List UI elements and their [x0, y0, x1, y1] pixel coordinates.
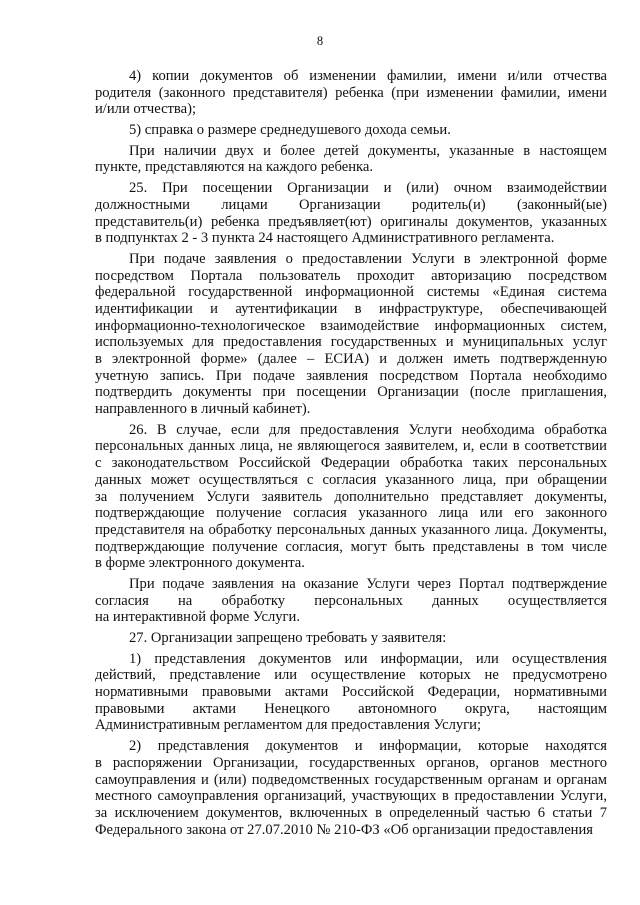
paragraph — [95, 68, 607, 118]
paragraph-line: 5) справка о размере среднедушевого дохода семьи. — [129, 122, 451, 139]
paragraph — [95, 630, 607, 647]
document-body — [95, 68, 607, 838]
paragraph-line: Административным регламентом для предоставления Услуги; — [95, 717, 482, 734]
paragraph-line: в подпунктах 2 - 3 пункта 24 настоящего Административного регламента. — [95, 230, 555, 247]
paragraph-line: и/или отчества); — [95, 101, 197, 118]
paragraph-line: согласия на обработку персональных данных осуществляется — [95, 592, 607, 609]
paragraph — [95, 738, 607, 838]
page-number: 8 — [316, 34, 324, 48]
paragraph-line: посредством Портала пользователь проходит авторизацию посредством — [95, 267, 607, 284]
paragraph-line: пункте, представляются на каждого ребенка. — [95, 159, 374, 176]
paragraph-line: подтверждающие получение согласия, могут быть представлены в том числе — [95, 538, 607, 555]
paragraph-line: местного самоуправления организаций, участвующих в предоставлении Услуги, — [95, 788, 607, 805]
paragraph-line: 26. В случае, если для предоставления Услуги необходима обработка — [129, 421, 607, 438]
paragraph-line: нормативными правовыми актами Российской Федерации, нормативными — [95, 684, 607, 701]
paragraph — [95, 251, 607, 418]
paragraph-line: самоуправления и (или) подведомственных государственным органам и органам — [95, 771, 607, 788]
paragraph-line: в электронной форме» (далее – ЕСИА) и должен иметь подтвержденную — [95, 351, 607, 367]
paragraph-line: 1) представления документов или информации, или осуществления — [129, 650, 607, 667]
paragraph-line: 27. Организации запрещено требовать у заявителя: — [129, 630, 447, 646]
paragraph-line: При подаче заявления о предоставлении Услуги в электронной форме — [129, 250, 607, 267]
paragraph — [95, 143, 607, 176]
paragraph-line: за получением Услуги заявитель дополнительно представляет документы, — [95, 488, 607, 505]
paragraph-line: действий, представление или осуществление которых не предусмотрено — [95, 667, 607, 684]
paragraph — [95, 122, 607, 139]
paragraph-line: идентификации и аутентификации в инфраструктуре, обеспечивающей — [95, 300, 607, 317]
paragraph — [95, 576, 607, 626]
paragraph-line: информационно-технологическое взаимодействие информационных систем, — [95, 317, 607, 334]
paragraph-line: должностными лицами Организации родитель(и) (законный(ые) — [95, 196, 607, 213]
paragraph-line: с законодательством Российской Федерации обработка таких персональных — [95, 455, 607, 472]
paragraph-line: 25. При посещении Организации и (или) очном взаимодействии — [129, 180, 607, 197]
paragraph-line: представитель(и) ребенка предъявляет(ют) оригиналы документов, указанных — [95, 213, 607, 230]
paragraph-line: представителя на обработку персональных данных указанного лица. Документы, — [95, 521, 607, 538]
paragraph-line: 4) копии документов об изменении фамилии, имени и/или отчества — [129, 68, 607, 84]
paragraph-line: федеральной государственной информационной системы «Единая система — [95, 284, 607, 301]
paragraph — [95, 180, 607, 247]
paragraph-line: При подаче заявления на оказание Услуги через Портал подтверждение — [129, 575, 607, 592]
paragraph-line: направленного в личный кабинет). — [95, 401, 311, 418]
paragraph — [95, 651, 607, 734]
paragraph-line: в форме электронного документа. — [95, 555, 305, 572]
paragraph-line: на интерактивной форме Услуги. — [95, 609, 300, 626]
paragraph-line: Федерального закона от 27.07.2010 № 210-ФЗ «Об организации предоставления — [95, 821, 594, 838]
paragraph-line: подтверждающие получение согласия указанного лица или его законного — [95, 505, 607, 522]
paragraph-line: правовыми актами Ненецкого автономного округа, настоящим — [95, 700, 607, 717]
paragraph-line: При наличии двух и более детей документы, указанные в настоящем — [129, 142, 607, 159]
paragraph — [95, 422, 607, 572]
paragraph-line: родителя (законного представителя) ребенка (при изменении фамилии, имени — [95, 84, 607, 101]
paragraph-line: в распоряжении Организации, государственных органов, органов местного — [95, 754, 607, 771]
paragraph-line: 2) представления документов и информации, которые находятся — [129, 738, 607, 755]
paragraph-line: подтвердить документы при посещении Организации (после приглашения, — [95, 384, 607, 401]
paragraph-line: используемых для предоставления государственных и муниципальных услуг — [95, 334, 607, 351]
paragraph-line: персональных данных лица, не являющегося заявителем, и, если в соответствии — [95, 438, 607, 455]
paragraph-line: учетную запись. При подаче заявления посредством Портала необходимо — [95, 367, 607, 384]
paragraph-line: данных может осуществляться с согласия указанного лица, при обращении — [95, 471, 607, 488]
paragraph-line: за исключением документов, включенных в определенный частью 6 статьи 7 — [95, 804, 607, 821]
